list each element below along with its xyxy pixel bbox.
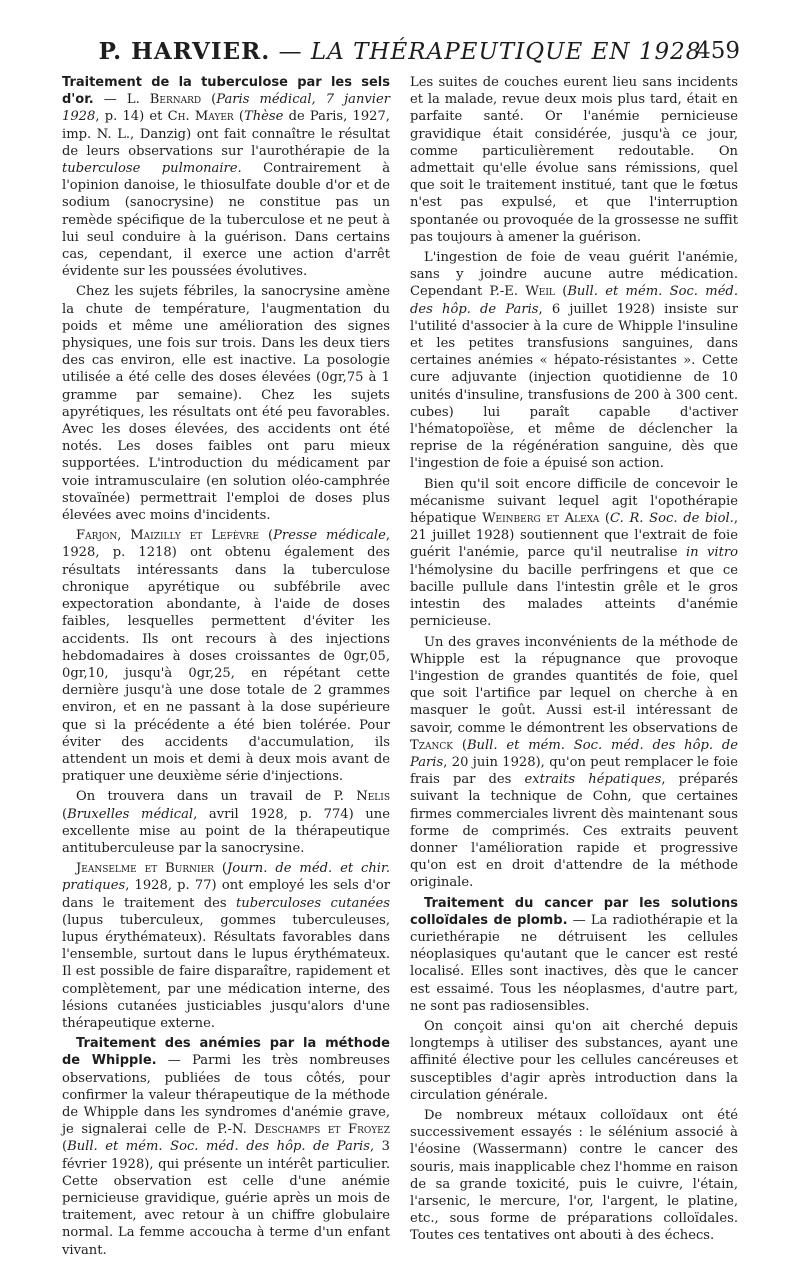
left-column: [62, 74, 390, 1262]
text-run: , 20 juin 1928), qu'on peut remplacer le foie frais par des: [410, 754, 738, 788]
text-run: (: [201, 92, 217, 108]
text-run: (lupus tuberculeux, gommes tuberculeuses, lupus érythémateux). Résultats favorables dans l'ensemble, surtout dans le lupus érythémateux. Il est possible de faire disparaître, rapidement et complètement, par une médication interne, des lésions cutanées justiciables jusqu'alors d'une thérapeutique externe.: [62, 912, 390, 1031]
text-run: On trouvera dans un travail de P.: [76, 789, 357, 805]
running-head: [60, 38, 740, 74]
text-run: , 6 juillet 1928) insiste sur l'utilité d'associer à la cure de Whipple l'insuline et les petites transfusions sanguines, dans certaines anémies « hépato-résistantes ». Cette cure adjuvante (injection quotidienne de 10 unités d'insuline, transfusions de 200 à 300 cent. cubes) lui paraît capable d'activer l'hématopoïèse, et même de déclencher la reprise de la régénération sanguine, dès que l'ingestion de foie a épuisé son action.: [410, 301, 738, 472]
paragraph-farjon: [62, 527, 390, 785]
paragraph-nelis: [62, 788, 390, 857]
paragraph-jeanselme: [62, 860, 390, 1032]
text-run: (: [233, 109, 244, 125]
paragraph-weil: [410, 249, 738, 473]
text-run: — La radiothérapie et la curiethérapie ne détruisent les cellules néoplasiques qu'autant que le cancer est resté localisé. Elles sont inactives, dès que le cancer est essaimé. Tous les néoplasmes, d'autre part, ne sont pas radiosensibles.: [410, 912, 738, 1014]
section-heading-cancer: Traitement du cancer par les solutions colloïdales de plomb.: [410, 895, 738, 928]
text-run: de Paris, 1927, imp. N. L., Danzig) ont fait connaître le résultat de leurs observations sur l'aurothérapie de la: [62, 109, 390, 159]
citation: Bull. et mém. Soc. méd. des hôp. de Paris: [410, 737, 738, 770]
text-run: (: [213, 861, 227, 877]
text-run: , avril 1928, p. 774) une excellente mise au point de la thérapeutique antituberculeuse par la sanocrysine.: [62, 806, 390, 856]
paragraph-postpartum: Les suites de couches eurent lieu sans incidents et la malade, revue deux mois plus tard, était en parfaite santé. Or l'anémie pernicieuse gravidique était considérée, jusqu'à ce jour, comme particulièrement redoutable. On admettait qu'elle évolue sans rémissions, quel que soit le traitement institué, tant que le fœtus n'est pas expulsé, et que l'interruption spontanée ou provoquée de la grossesse ne suffit pas toujours à amener la guérison.: [410, 75, 738, 245]
citation: Bull. et mém. Soc. méd. des hôp. de Paris: [67, 1139, 370, 1155]
text-run: (: [452, 737, 467, 753]
paragraph-whipple: [62, 1035, 390, 1259]
section-heading-anemies: Traitement des anémies par la méthode de Whipple.: [62, 1036, 390, 1069]
citation: C. R. Soc. de biol.: [610, 511, 734, 527]
page-number: 459: [696, 38, 740, 64]
text-run: , 1928, p. 77) ont employé les sels d'or dans le traitement des: [62, 878, 390, 911]
paragraph-cancer: [410, 895, 738, 1015]
author-name: Deschamps et Froyez: [254, 1122, 391, 1138]
citation: Presse médicale: [273, 528, 386, 544]
text-run: , 3 février 1928), qui présente un intérêt particulier. Cette observation est celle d'une anémie pernicieuse gravidique, guérie après un mois de traitement, avec retour à un chiffre globulaire normal. La femme accoucha à terme d'un enfant vivant.: [62, 1139, 390, 1258]
right-column: [410, 74, 738, 1248]
text-run: . Contrairement à l'opinion danoise, le thiosulfate double d'or et de sodium (sanocrysine) ne constitue pas un remède spécifique de la tuberculose et ne peut à lui seul conduire à la guérison. Dans certains cas, cependant, il exerce une action d'arrêt évidente sur les poussées évolutives.: [62, 161, 390, 280]
text-run: Un des graves inconvénients de la méthode de Whipple est la répugnance que provoque l'ingestion de grandes quantités de foie, quel que soit l'artifice par lequel on cherche à en masquer le goût. Aussi est-il intéressant de savoir, comme le démontrent les observations de: [410, 634, 738, 736]
text-run: , préparés suivant la technique de Cohn, que certaines firmes commerciales livrent dès maintenant sous forme de comprimés. Ces extraits peuvent donner l'amélioration rapide et progressive qu'on est en droit d'attendre de la méthode originale.: [410, 772, 738, 891]
text-run: , 1928, p. 1218) ont obtenu également des résultats intéressants dans la tuberculose chronique apyrétique ou subfébrile avec expectoration abondante, à l'aide de doses faibles, lesquelles permettent d'éviter les accidents. Ils ont recours à des injections hebdomadaires à doses croissantes de 0gr,05, 0gr,10, jusqu'à 0gr,25, en répétant cette dernière jusqu'à une dose totale de 2 grammes environ, et en ne passant à la dose supérieure que si la précédente a été bien tolérée. Pour éviter des accidents d'accumulation, ils attendent un mois et demi à deux mois avant de pratiquer une deuxième série d'injections.: [62, 528, 390, 785]
text-run: (: [259, 528, 274, 544]
author-name: Weinberg et Alexa: [482, 511, 600, 527]
text-run: (: [62, 1139, 68, 1155]
citation: Journ. de méd. et chir. pratiques: [62, 861, 390, 894]
author-name: Farjon, Maizilly et Lefèvre: [76, 528, 260, 544]
citation: Bull. et mém. Soc. méd. des hôp. de Paris: [410, 284, 738, 317]
running-title-author: P. HARVIER.: [98, 38, 271, 65]
emphasis: extraits hépatiques: [524, 772, 662, 788]
text-run: , p. 14) et: [95, 109, 168, 125]
paragraph-febrile-subjects: Chez les sujets fébriles, la sanocrysine amène la chute de température, l'augmentation du poids et même une amélioration des signes physiques, une fois sur trois. Dans les deux tiers des cas environ, elle est inactive. La posologie utilisée a été celle des doses élevées (0gr,75 à 1 gramme par semaine). Chez les sujets apyrétiques, les résultats ont été peu favorables. Avec les doses élevées, des accidents ont été notés. Les doses faibles ont paru mieux supportées. L'introduction du médicament par voie intramusculaire (en solution oléo-camphrée stovaïnée) permettrait l'emploi de doses plus élevées avec moins d'incidents.: [62, 284, 390, 524]
author-name: Weil: [525, 284, 555, 300]
author-name: Ch. Mayer: [167, 109, 234, 125]
author-name: Tzanck: [410, 737, 453, 753]
text-run: (: [599, 511, 611, 527]
author-name: L. Bernard: [126, 92, 202, 108]
running-title-dash: —: [270, 39, 311, 65]
author-name: Jeanselme et Burnier: [76, 861, 214, 877]
paragraph-tzanck: [410, 634, 738, 892]
citation: Paris médical, 7 janvier 1928: [62, 92, 390, 125]
emphasis: tuberculose pulmonaire: [62, 161, 238, 177]
running-title: [60, 38, 740, 65]
running-title-subject: LA THÉRAPEUTIQUE EN 1928: [310, 39, 702, 65]
emphasis: tuberculoses cutanées: [236, 895, 390, 911]
paragraph-tuberculose-gold: [62, 74, 390, 280]
paragraph-affinity: On conçoit ainsi qu'on ait cherché depuis longtemps à utiliser des substances, ayant une affinité élective pour les cellules cancéreuses et susceptibles d'agir après introduction dans la circulation générale.: [410, 1018, 738, 1103]
text-run: (: [62, 806, 68, 822]
text-run: — Parmi les très nombreuses observations, publiées de tous côtés, pour confirmer la valeur thérapeutique de la méthode de Whipple dans les syndromes d'anémie grave, je signalerai celle de P.-N.: [62, 1053, 390, 1138]
section-heading-tuberculose: Traitement de la tuberculose par les sels d'or.: [62, 75, 390, 108]
citation: Bruxelles médical: [67, 806, 194, 822]
text-run: —: [93, 92, 127, 108]
citation: Thèse: [244, 109, 284, 125]
emphasis: in vitro: [685, 545, 738, 561]
text-run: (: [554, 284, 568, 300]
text-run: , 21 juillet 1928) soutiennent que l'extrait de foie guérit l'anémie, parce qu'il neutralise: [410, 511, 739, 561]
text-run: L'ingestion de foie de veau guérit l'anémie, sans y joindre aucune autre médication. Cependant P.-E.: [410, 250, 738, 300]
author-name: Nelis: [356, 789, 390, 805]
paragraph-colloidal-metals: De nombreux métaux colloïdaux ont été successivement essayés : le sélénium associé à l'éosine (Wassermann) contre le cancer des souris, mais inapplicable chez l'homme en raison de sa grande toxicité, puis le cuivre, l'étain, l'arsenic, le mercure, l'or, l'argent, le platine, etc., sous forme de préparations colloïdales. Toutes ces tentatives ont abouti à des échecs.: [410, 1107, 738, 1244]
text-run: l'hémolysine du bacille perfringens et que ce bacille pullule dans l'intestin grêle et le gros intestin des malades atteints d'anémie pernicieuse.: [410, 562, 738, 630]
text-run: Bien qu'il soit encore difficile de concevoir le mécanisme suivant lequel agit l'opothérapie hépatique: [410, 476, 738, 527]
paragraph-weinberg: [410, 476, 738, 631]
